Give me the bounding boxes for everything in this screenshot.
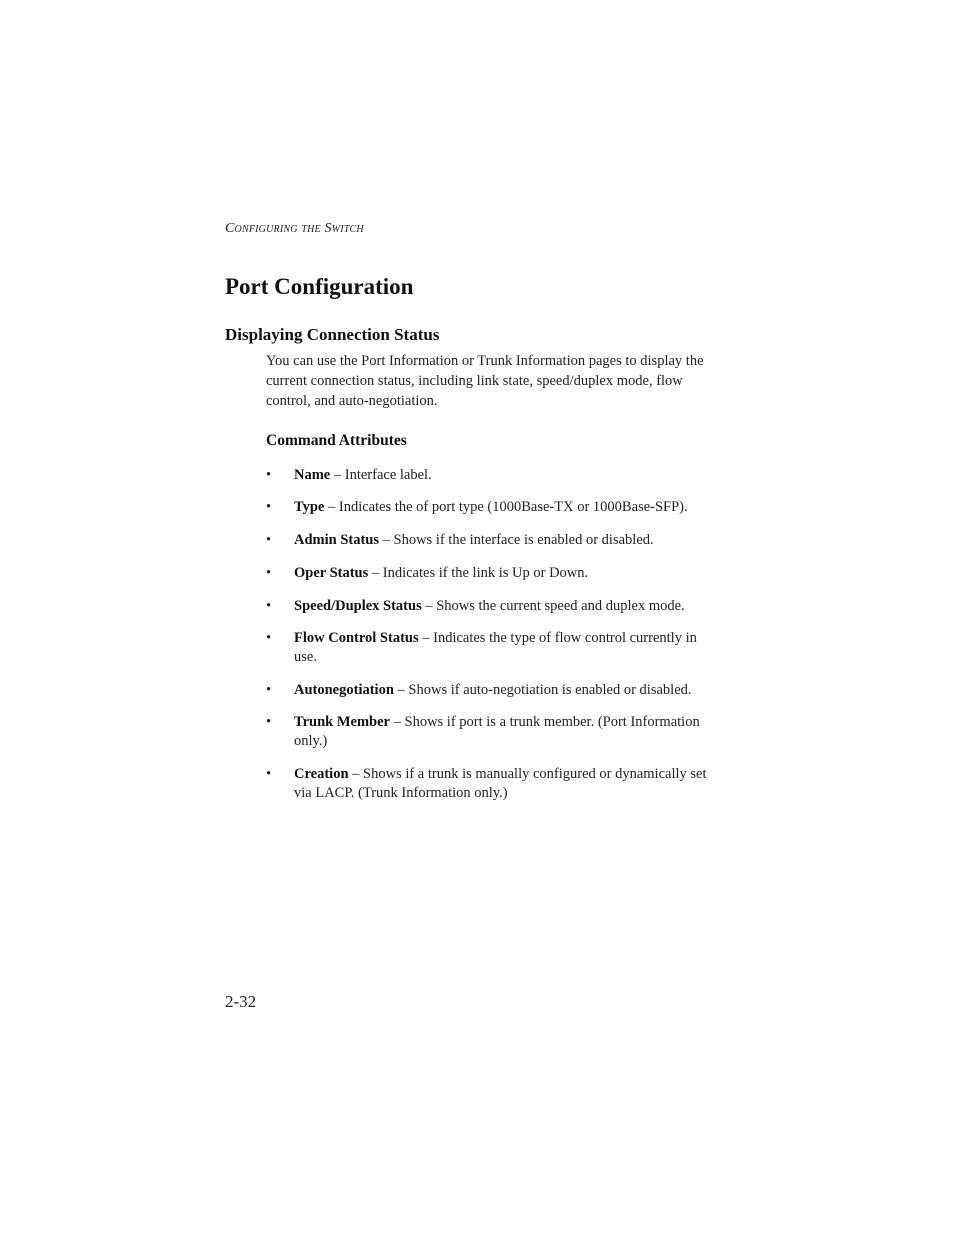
attribute-item-type <box>266 498 718 517</box>
attribute-description: – Shows if auto-negotiation is enabled or disabled. <box>393 682 692 698</box>
bullet-icon: • <box>266 766 272 782</box>
bullet-icon: • <box>266 565 272 581</box>
attribute-term: Flow Control Status <box>294 630 419 646</box>
command-attributes-heading: Command Attributes <box>266 432 407 449</box>
attribute-term: Name <box>294 467 331 483</box>
bullet-icon: • <box>266 532 272 548</box>
bullet-icon: • <box>266 499 272 515</box>
section-title: Port Configuration <box>225 274 414 299</box>
attribute-description: – Shows if a trunk is manually configured or dynamically set via LACP. (Trunk Information only.) <box>294 766 707 801</box>
attribute-item-admin-status <box>266 531 718 550</box>
attribute-item-oper-status <box>266 564 718 583</box>
bullet-icon: • <box>266 630 272 646</box>
attribute-item-creation <box>266 765 718 803</box>
attribute-description: – Shows if the interface is enabled or disabled. <box>379 532 654 548</box>
attribute-item-name <box>266 466 718 485</box>
attribute-term: Oper Status <box>294 565 369 581</box>
attribute-description: – Indicates if the link is Up or Down. <box>368 565 589 581</box>
attribute-term: Admin Status <box>294 532 380 548</box>
bullet-icon: • <box>266 598 272 614</box>
attribute-term: Type <box>294 499 325 515</box>
bullet-icon: • <box>266 467 272 483</box>
intro-paragraph: You can use the Port Information or Trunk Information pages to display the current connection status, including link state, speed/duplex mode, flow control, and auto-negotiation. <box>266 353 704 409</box>
attribute-item-speed-duplex-status <box>266 597 718 616</box>
attribute-description: – Interface label. <box>330 467 432 483</box>
attribute-item-flow-control-status <box>266 629 718 667</box>
attribute-description: – Indicates the of port type (1000Base-TX or 1000Base-SFP). <box>324 499 688 515</box>
attribute-description: – Indicates the type of flow control currently in use. <box>294 630 697 665</box>
attribute-term: Creation <box>294 766 349 782</box>
attribute-description: – Shows if port is a trunk member. (Port Information only.) <box>294 714 700 749</box>
bullet-icon: • <box>266 682 272 698</box>
page-number: 2-32 <box>225 992 257 1011</box>
bullet-icon: • <box>266 714 272 730</box>
running-head: Configuring the Switch <box>225 221 364 236</box>
attribute-item-trunk-member <box>266 713 718 751</box>
attribute-term: Autonegotiation <box>294 682 394 698</box>
attribute-term: Speed/Duplex Status <box>294 598 422 614</box>
subsection-title: Displaying Connection Status <box>225 325 440 344</box>
attribute-description: – Shows the current speed and duplex mode. <box>421 598 685 614</box>
attribute-term: Trunk Member <box>294 714 390 730</box>
attribute-item-autonegotiation <box>266 681 718 700</box>
